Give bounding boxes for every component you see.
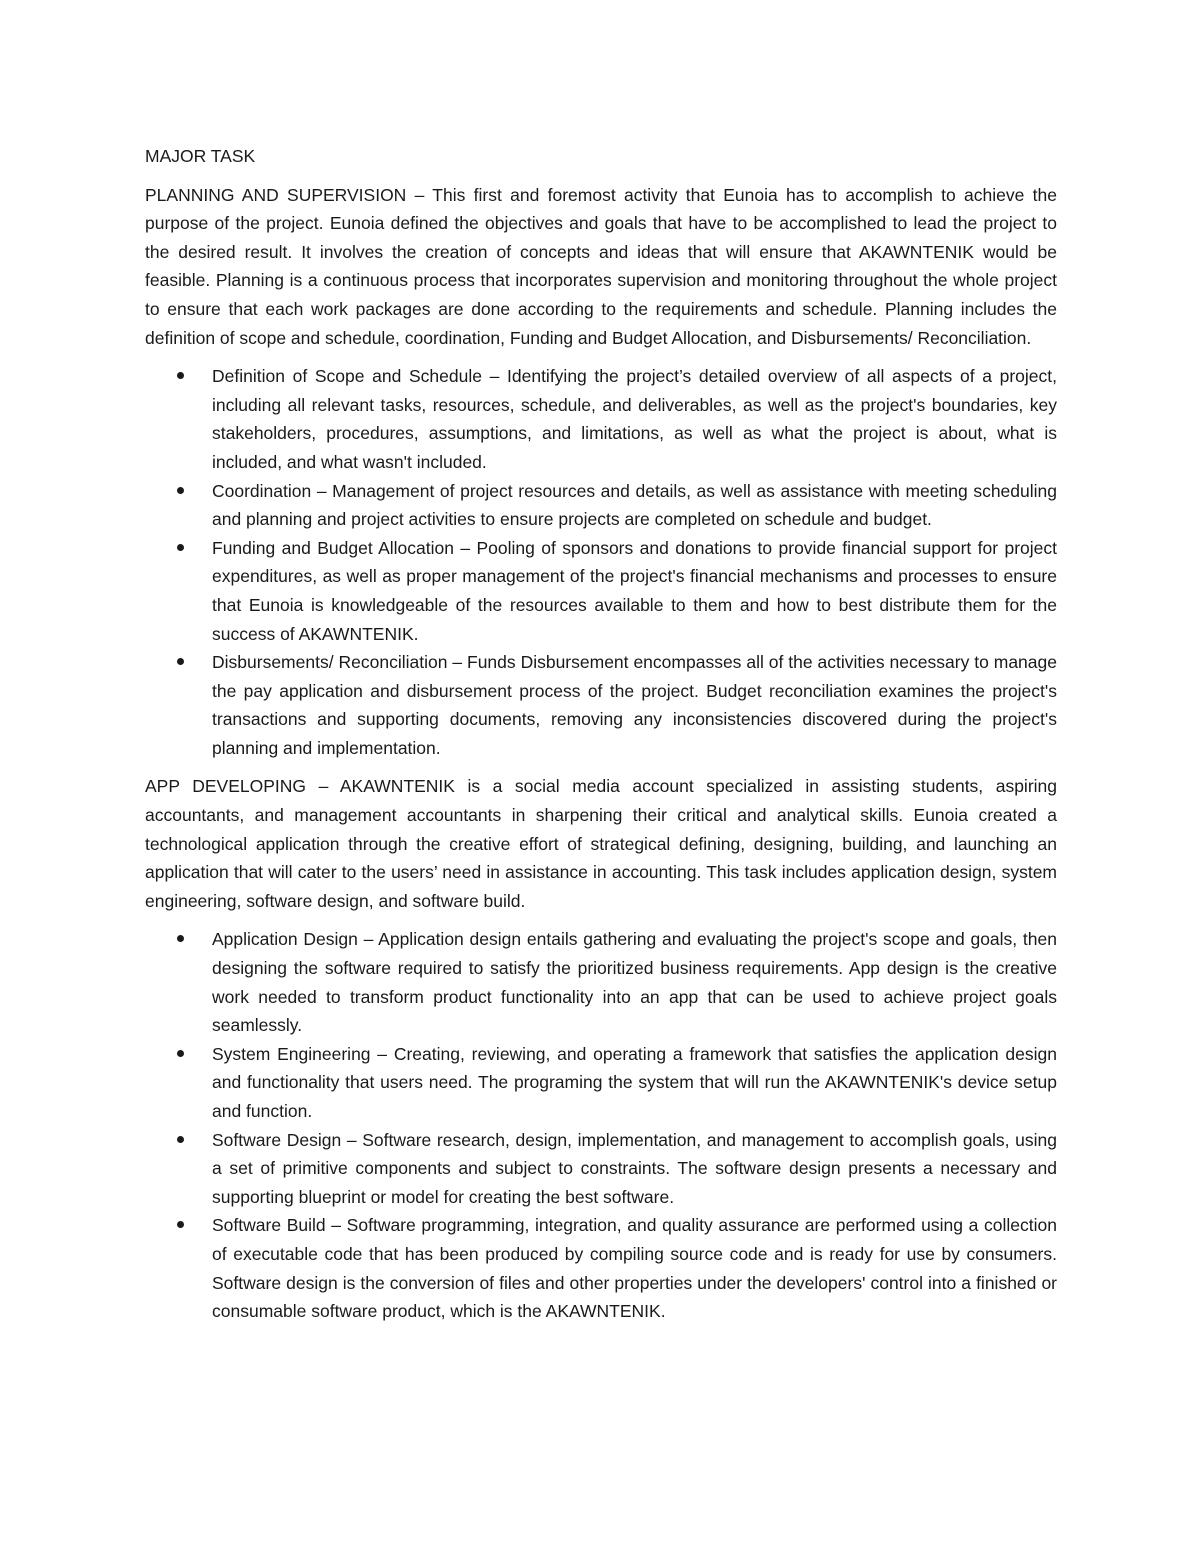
list-item <box>145 362 1057 476</box>
app-developing-bullet-list <box>145 925 1057 1325</box>
document-title: MAJOR TASK <box>145 146 256 166</box>
list-item <box>145 477 1057 534</box>
planning-bullet-list <box>145 362 1057 762</box>
bullet-icon <box>177 1136 184 1143</box>
list-item-text: Software Design – Software research, design, implementation, and management to accomplish goals, using a set of primitive components and subject to constraints. The software design presents a necessary and supporting blueprint or model for creating the best software. <box>212 1129 1057 1207</box>
list-item <box>145 1040 1057 1126</box>
list-item-text: Application Design – Application design entails gathering and evaluating the project's scope and goals, then designing the software required to satisfy the prioritized business requirements. App design is the creative work needed to transform product functionality into an app that can be used to achieve project goals seamlessly. <box>212 929 1057 1036</box>
list-item <box>145 534 1057 648</box>
list-item-text: Software Build – Software programming, integration, and quality assurance are performed using a collection of executable code that has been produced by compiling source code and is ready for use by consumers. Software design is the conversion of files and other properties under the developers' control into a finished or consumable software product, which is the AKAWNTENIK. <box>212 1215 1057 1322</box>
bullet-icon <box>177 935 184 942</box>
bullet-icon <box>177 372 184 379</box>
planning-supervision-paragraph: PLANNING AND SUPERVISION – This first and foremost activity that Eunoia has to accomplish to achieve the purpose of the project. Eunoia defined the objectives and goals that have to be accomplished to lead the project to the desired result. It involves the creation of concepts and ideas that will ensure that AKAWNTENIK would be feasible. Planning is a continuous process that incorporates supervision and monitoring throughout the whole project to ensure that each work packages are done according to the requirements and schedule. Planning includes the definition of scope and schedule, coordination, Funding and Budget Allocation, and Disbursements/ Reconciliation. <box>145 184 1057 348</box>
list-item <box>145 925 1057 1039</box>
document-page <box>145 142 1057 1336</box>
list-item-text: Disbursements/ Reconciliation – Funds Disbursement encompasses all of the activities necessary to manage the pay application and disbursement process of the project. Budget reconciliation examines the project's transactions and supporting documents, removing any inconsistencies discovered during the project's planning and implementation. <box>212 652 1057 758</box>
list-item-text: System Engineering – Creating, reviewing, and operating a framework that satisfies the application design and functionality that users need. The programing the system that will run the AKAWNTENIK's device setup and function. <box>212 1043 1057 1121</box>
bullet-icon <box>177 658 184 665</box>
bullet-icon <box>177 1050 184 1057</box>
list-item <box>145 1126 1057 1212</box>
list-item-text: Funding and Budget Allocation – Pooling of sponsors and donations to provide financial support for project expenditures, as well as proper management of the project's financial mechanisms and processes to ensure that Eunoia is knowledgeable of the resources available to them and how to best distribute them for the success of AKAWNTENIK. <box>212 537 1057 644</box>
list-item <box>145 1211 1057 1325</box>
app-developing-paragraph: APP DEVELOPING – AKAWNTENIK is a social media account specialized in assisting students, aspiring accountants, and management accountants in sharpening their critical and analytical skills. Eunoia created a technological application through the creative effort of strategical defining, designing, building, and launching an application that will cater to the users’ need in assistance in accounting. This task includes application design, system engineering, software design, and software build. <box>145 776 1057 911</box>
bullet-icon <box>177 1221 184 1228</box>
bullet-icon <box>177 544 184 551</box>
list-item-text: Coordination – Management of project resources and details, as well as assistance with meeting scheduling and planning and project activities to ensure projects are completed on schedule and budget. <box>212 480 1057 530</box>
list-item <box>145 648 1057 762</box>
bullet-icon <box>177 487 184 494</box>
list-item-text: Definition of Scope and Schedule – Identifying the project’s detailed overview of all aspects of a project, including all relevant tasks, resources, schedule, and deliverables, as well as the project's boundaries, key stakeholders, procedures, assumptions, and limitations, as well as what the project is about, what is included, and what wasn't included. <box>212 366 1057 472</box>
